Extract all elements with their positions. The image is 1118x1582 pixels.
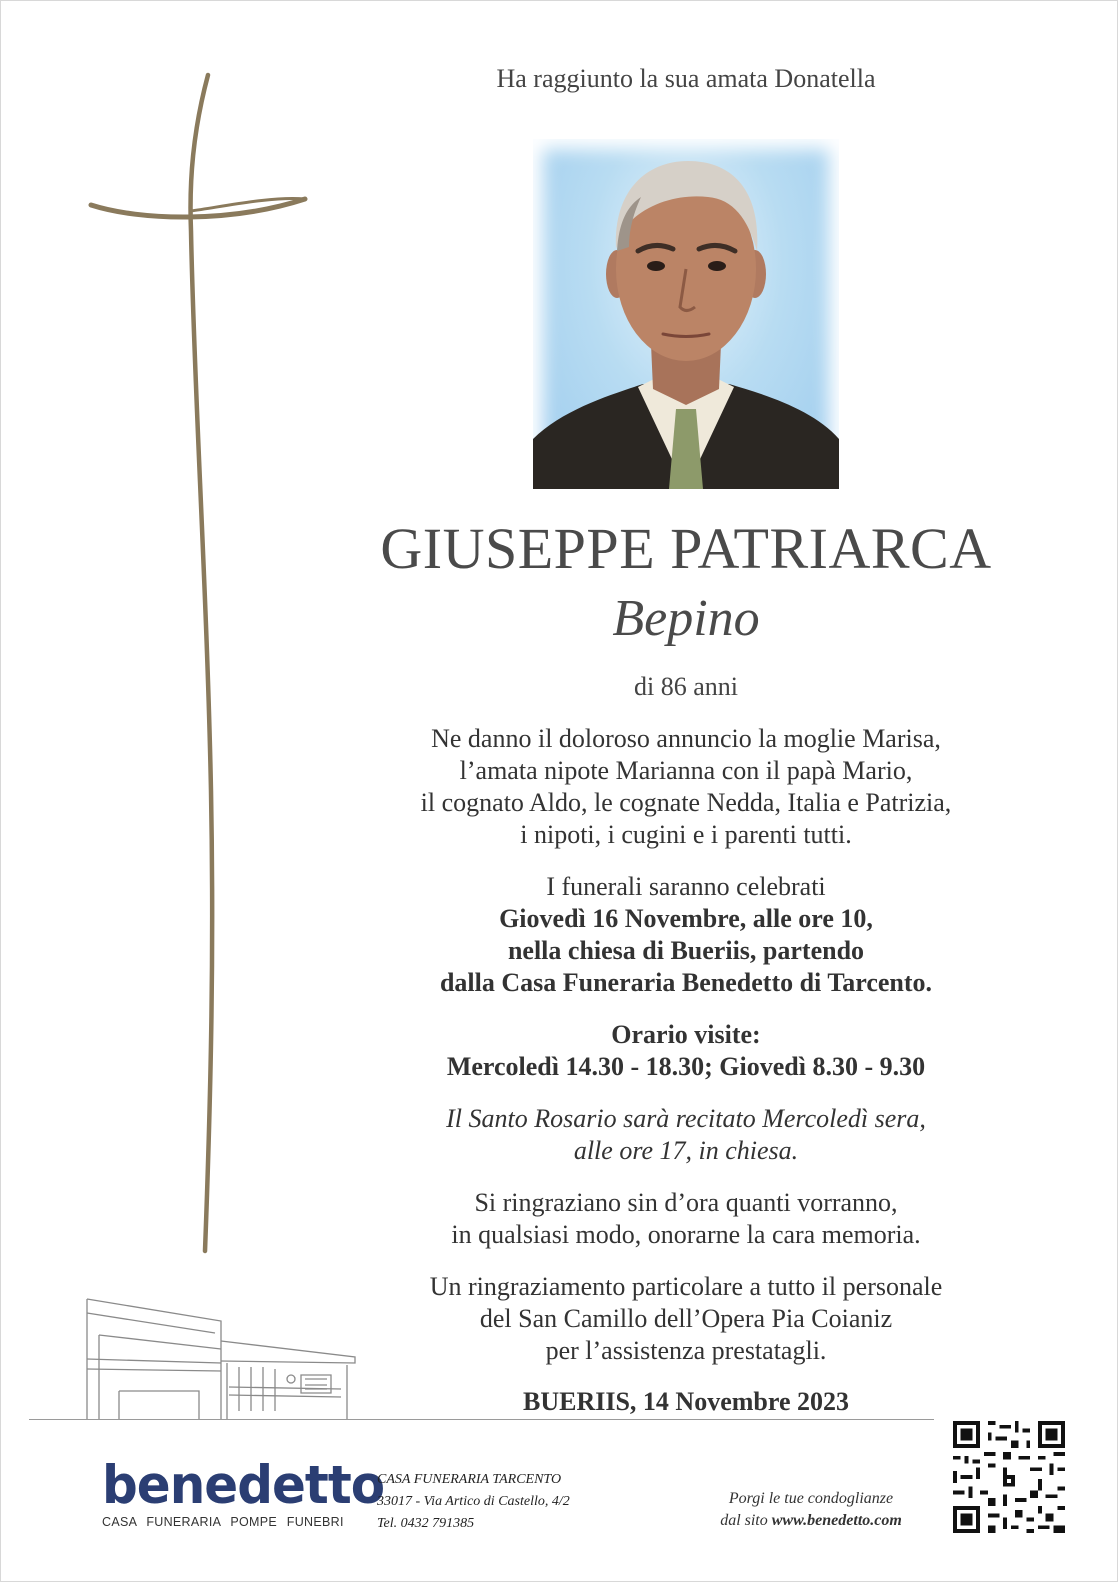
announcement-line: il cognato Aldo, le cognate Nedda, Italia e Patrizia, bbox=[420, 788, 952, 817]
deceased-nickname: Bepino bbox=[612, 590, 760, 647]
special-thanks-line: del San Camillo dell’Opera Pia Coianiz bbox=[479, 1304, 893, 1333]
visits-paragraph bbox=[356, 1019, 1016, 1083]
funeral-line: nella chiesa di Bueriis, partendo bbox=[507, 936, 865, 965]
rosary-line: alle ore 17, in chiesa. bbox=[573, 1136, 799, 1165]
benedetto-logo bbox=[102, 1454, 385, 1529]
address-line: Tel. 0432 791385 bbox=[377, 1516, 475, 1531]
address-line: CASA FUNERARIA TARCENTO bbox=[377, 1472, 562, 1487]
deceased-age: di 86 anni bbox=[634, 672, 738, 701]
thanks-line: in qualsiasi modo, onorarne la cara memoria. bbox=[451, 1220, 921, 1249]
announcement-paragraph bbox=[356, 723, 1016, 851]
funeral-home-address bbox=[377, 1469, 570, 1535]
condolences-prefix: dal sito bbox=[720, 1512, 772, 1529]
special-thanks-line: Un ringraziamento particolare a tutto il personale bbox=[429, 1272, 943, 1301]
announcement-line: l’amata nipote Marianna con il papà Mario, bbox=[459, 756, 913, 785]
building-drawing bbox=[79, 1291, 359, 1421]
deceased-name: GIUSEPPE PATRIARCA bbox=[380, 516, 992, 581]
portrait-illustration bbox=[533, 139, 839, 489]
visits-hours: Mercoledì 14.30 - 18.30; Giovedì 8.30 - 9.30 bbox=[446, 1052, 926, 1081]
visits-title: Orario visite: bbox=[611, 1020, 761, 1049]
logo-wordmark: benedetto bbox=[102, 1454, 385, 1516]
thanks-paragraph bbox=[356, 1187, 1016, 1251]
website-link[interactable]: www.benedetto.com bbox=[771, 1512, 902, 1529]
cross-icon bbox=[81, 71, 321, 1261]
footer-divider bbox=[29, 1419, 934, 1420]
portrait-photo bbox=[533, 139, 839, 489]
rosary-paragraph bbox=[356, 1103, 1016, 1167]
thanks-line: Si ringraziano sin d’ora quanti vorranno, bbox=[474, 1188, 898, 1217]
condolences-note bbox=[691, 1488, 931, 1532]
condolences-line: Porgi le tue condoglianze bbox=[728, 1490, 894, 1507]
obituary-content bbox=[356, 56, 1016, 1417]
address-line: 33017 - Via Artico di Castello, 4/2 bbox=[377, 1494, 570, 1509]
intro-line: Ha raggiunto la sua amata Donatella bbox=[496, 64, 876, 93]
announcement-line: i nipoti, i cugini e i parenti tutti. bbox=[520, 820, 852, 849]
funeral-paragraph bbox=[356, 871, 1016, 999]
funeral-intro: I funerali saranno celebrati bbox=[546, 872, 826, 901]
special-thanks-paragraph bbox=[356, 1271, 1016, 1367]
qr-code[interactable] bbox=[953, 1421, 1065, 1533]
condolences-line bbox=[691, 1510, 931, 1532]
logo-subtitle: CASA FUNERARIA POMPE FUNEBRI bbox=[102, 1515, 344, 1529]
special-thanks-line: per l’assistenza prestatagli. bbox=[545, 1336, 827, 1365]
place-date: BUERIIS, 14 Novembre 2023 bbox=[523, 1387, 849, 1416]
funeral-line: dalla Casa Funeraria Benedetto di Tarcento. bbox=[439, 968, 933, 997]
announcement-line: Ne danno il doloroso annuncio la moglie Marisa, bbox=[431, 724, 941, 753]
funeral-line: Giovedì 16 Novembre, alle ore 10, bbox=[499, 904, 873, 933]
rosary-line: Il Santo Rosario sarà recitato Mercoledì sera, bbox=[446, 1104, 926, 1133]
